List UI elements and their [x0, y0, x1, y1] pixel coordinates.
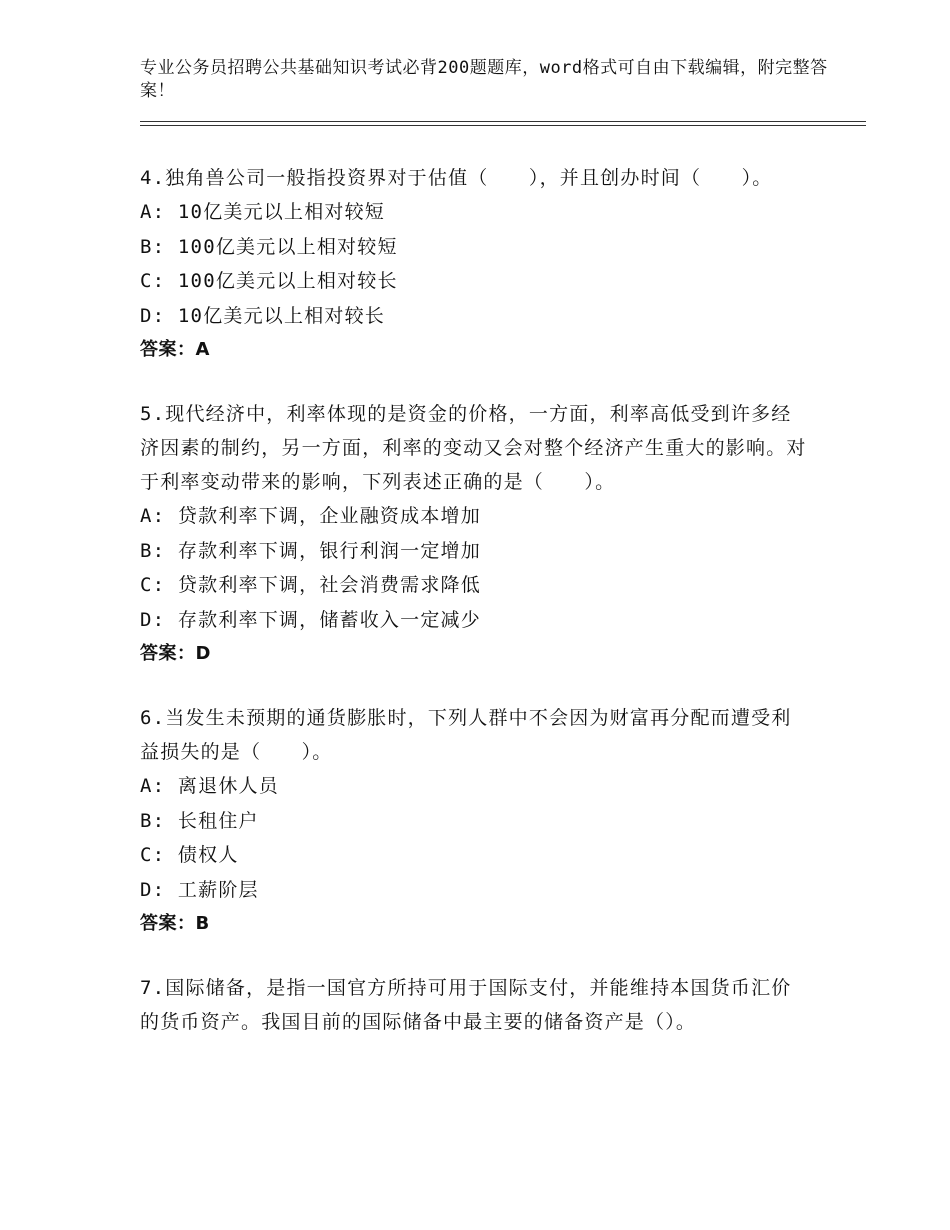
option-d	[140, 873, 810, 908]
answer-line: 答案：D	[140, 643, 211, 664]
option-letter: B:	[140, 235, 166, 258]
option-letter: D:	[140, 608, 166, 631]
option-text: 10亿美元以上相对较长	[177, 304, 386, 327]
option-c	[140, 264, 810, 299]
option-text: 贷款利率下调，社会消费需求降低	[177, 574, 481, 596]
option-b	[140, 230, 810, 265]
option-c	[140, 568, 810, 603]
option-letter: A:	[140, 201, 166, 223]
option-d	[140, 603, 810, 638]
option-b	[140, 534, 810, 569]
option-letter: D:	[140, 304, 166, 327]
option-b	[140, 804, 810, 839]
question-list	[140, 161, 810, 1069]
question-stem: 6.当发生未预期的通货膨胀时，下列人群中不会因为财富再分配而遭受利益损失的是（ ）。	[140, 707, 792, 763]
option-letter: D:	[140, 878, 166, 901]
question-6	[140, 701, 810, 941]
option-text: 100亿美元以上相对较短	[177, 235, 398, 258]
option-text: 100亿美元以上相对较长	[177, 270, 398, 292]
option-text: 存款利率下调，银行利润一定增加	[177, 539, 481, 562]
option-text: 贷款利率下调，企业融资成本增加	[177, 505, 481, 527]
option-text: 离退休人员	[177, 775, 279, 797]
option-d	[140, 299, 810, 334]
option-text: 长租住户	[177, 809, 259, 832]
header-divider-bottom	[140, 125, 866, 126]
option-letter: C:	[140, 270, 166, 292]
option-a	[140, 195, 810, 230]
option-letter: C:	[140, 844, 166, 866]
option-letter: A:	[140, 505, 166, 527]
question-stem: 5.现代经济中，利率体现的是资金的价格，一方面，利率高低受到许多经济因素的制约，另一方面，利率的变动又会对整个经济产生重大的影响。对于利率变动带来的影响，下列表述正确的是（ ）。	[140, 403, 807, 493]
option-letter: A:	[140, 775, 166, 797]
option-letter: B:	[140, 539, 166, 562]
option-text: 10亿美元以上相对较短	[177, 201, 386, 223]
page-header	[140, 57, 830, 103]
option-text: 债权人	[177, 844, 239, 866]
option-letter: B:	[140, 809, 166, 832]
question-stem: 4.独角兽公司一般指投资界对于估值（ ），并且创办时间（ ）。	[140, 167, 773, 189]
answer-line: 答案：A	[140, 339, 210, 360]
question-stem: 7.国际储备，是指一国官方所持可用于国际支付，并能维持本国货币汇价的货币资产。我国目前的国际储备中最主要的储备资产是（）。	[140, 977, 792, 1033]
header-title: 专业公务员招聘公共基础知识考试必背200题题库，word格式可自由下载编辑，附完整答案！	[140, 58, 828, 101]
option-letter: C:	[140, 574, 166, 596]
question-7	[140, 971, 810, 1039]
question-5	[140, 397, 810, 671]
option-text: 存款利率下调，储蓄收入一定减少	[177, 608, 481, 631]
option-a	[140, 769, 810, 804]
option-text: 工薪阶层	[177, 878, 259, 901]
question-4	[140, 161, 810, 367]
answer-line: 答案：B	[140, 913, 210, 934]
header-divider-top	[140, 121, 866, 122]
option-a	[140, 499, 810, 534]
option-c	[140, 838, 810, 873]
